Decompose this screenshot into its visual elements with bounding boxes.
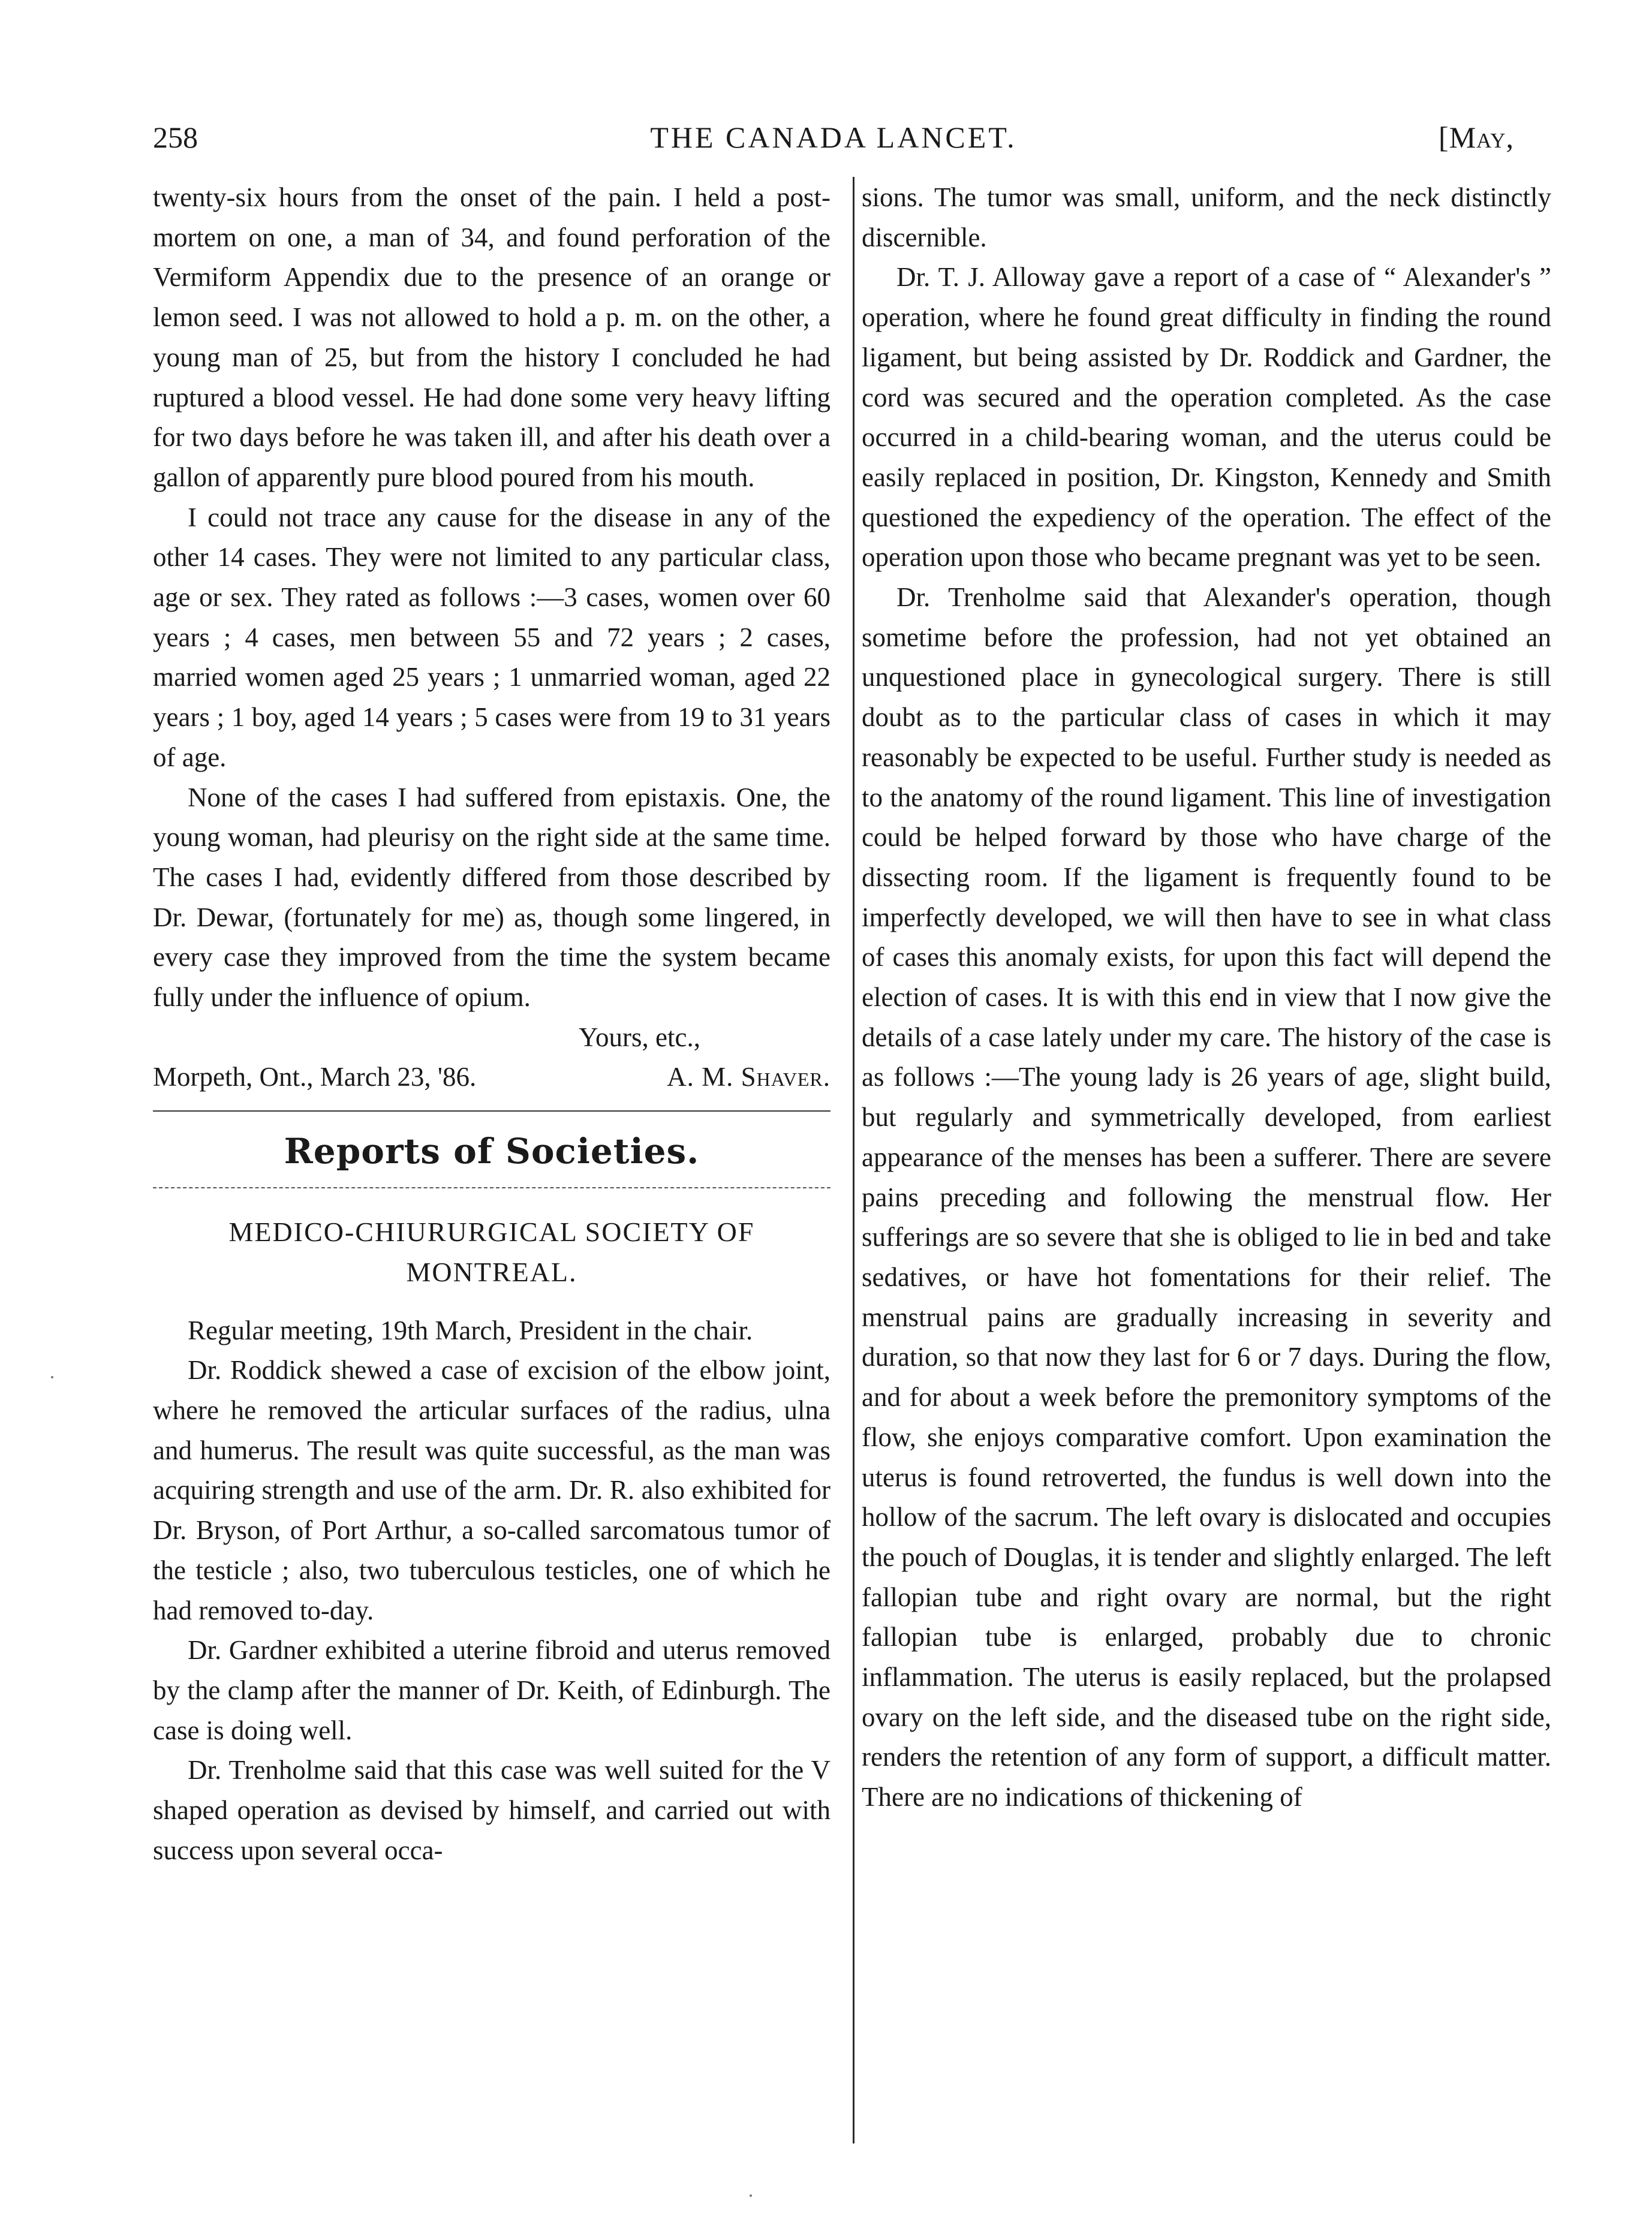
minutes-paragraph: Dr. Trenholme said that this case was well suited for the V shaped operation as devised by himself, and carried out with success upon several occa- bbox=[153, 1755, 830, 1865]
letter-paragraph: I could not trace any cause for the disease in any of the other 14 cases. They were not limited to any particular class, age or sex. They rated as follows :—3 cases, women over 60 years ; 4 cases, men between 55 and 72 years ; 2 cases, married women aged 25 years ; 1 unmarried woman, aged 22 years ; 1 boy, aged 14 years ; 5 cases were from 19 to 31 years of age. bbox=[153, 502, 830, 772]
print-speck bbox=[51, 1376, 53, 1378]
minutes-paragraph: Dr. Trenholme said that Alexander's operation, though sometime before the profession, had not yet obtained an unquestioned place in gynecological surgery. There is still doubt as to the particular class of cases in which it may reasonably be expected to be useful. Further study is needed as to the anatomy of the round ligament. This line of investigation could be helped forward by those who have charge of the dissecting room. If the ligament is frequently found to be imperfectly developed, we will then have to see in what class of cases this anomaly exists, for upon this fact will depend the election of cases. It is with this end in view that I now give the details of a case lately under my care. The history of the case is as follows :—The young lady is 26 years of age, slight build, but regularly and symmetrically developed, from earliest appearance of the menses has been a sufferer. There are severe pains preceding and following the menstrual flow. Her sufferings are so severe that she is obliged to lie in bed and take sedatives, or have hot fomentations for their relief. The menstrual pains are gradually increasing in severity and duration, so that now they last for 6 or 7 days. During the flow, and for about a week before the premonitory symptoms of the flow, she enjoys comparative comfort. Upon examination the uterus is found retroverted, the fundus is well down into the hollow of the sacrum. The left ovary is dislocated and occupies the pouch of Douglas, it is tender and slightly enlarged. The left fallopian tube and right ovary are normal, but the right fallopian tube is enlarged, probably due to chronic inflammation. The uterus is easily replaced, but the prolapsed ovary on the left side, and the diseased tube on the right side, renders the retention of any form of support, a difficult matter. There are no indications of thickening of bbox=[862, 582, 1551, 1813]
minutes-paragraph: sions. The tumor was small, uniform, and the neck distinctly discernible. bbox=[862, 182, 1551, 252]
right-column bbox=[862, 177, 1551, 1817]
signature-place-date: Morpeth, Ont., March 23, '86. bbox=[153, 1062, 477, 1092]
minutes-paragraph: Regular meeting, 19th March, President in the chair. bbox=[188, 1315, 753, 1345]
letter-paragraph: None of the cases I had suffered from epistaxis. One, the young woman, had pleurisy on the right side at the same time. The cases I had, evidently differed from those described by Dr. Dewar, (fortunately for me) as, though some lingered, in every case they improved from the time the system became fully under the influence of opium. bbox=[153, 782, 830, 1013]
section-rule-dashed bbox=[153, 1187, 830, 1188]
signature-line bbox=[153, 1057, 830, 1097]
minutes-paragraph: Dr. T. J. Alloway gave a report of a case of “ Alexander's ” operation, where he found great difficulty in finding the round ligament, but being assisted by Dr. Roddick and Gardner, the cord was secured and the operation completed. As the case occurred in a child-bearing woman, and the uterus could be easily replaced in position, Dr. Kingston, Kennedy and Smith questioned the expediency of the operation. The effect of the operation upon those who became pregnant was yet to be seen. bbox=[862, 262, 1551, 573]
minutes-paragraph: Dr. Gardner exhibited a uterine fibroid and uterus removed by the clamp after the manner of Dr. Keith, of Edinburgh. The case is doing well. bbox=[153, 1635, 830, 1745]
running-month: [May, bbox=[1439, 121, 1514, 154]
page-number: 258 bbox=[153, 121, 198, 154]
left-column bbox=[153, 177, 830, 1870]
page-header bbox=[153, 120, 1514, 168]
column-divider bbox=[853, 177, 854, 2143]
section-rule bbox=[153, 1110, 830, 1112]
letter-paragraph: twenty-six hours from the onset of the pain. I held a post-mortem on one, a man of 34, and found perforation of the Vermiform Appendix due to the presence of an orange or lemon seed. I was not allowed to hold a p. m. on the other, a young man of 25, but from the history I concluded he had ruptured a blood vessel. He had done some very heavy lifting for two days before he was taken ill, and after his death over a gallon of apparently pure blood poured from his mouth. bbox=[153, 182, 830, 492]
print-speck bbox=[750, 2194, 752, 2197]
journal-title: THE CANADA LANCET. bbox=[650, 121, 1017, 154]
signature-name: A. M. Shaver. bbox=[667, 1062, 830, 1092]
letter-closing: Yours, etc., bbox=[579, 1022, 700, 1052]
society-title: MEDICO-CHIURURGICAL SOCIETY OF MONTREAL. bbox=[228, 1217, 755, 1287]
minutes-paragraph: Dr. Roddick shewed a case of excision of the elbow joint, where he removed the articular surfaces of the radius, ulna and humerus. The result was quite successful, as the man was acquiring strength and use of the arm. Dr. R. also exhibited for Dr. Bryson, of Port Arthur, a so-called sarcomatous tumor of the testicle ; also, two tuberculous testicles, one of which he had removed to-day. bbox=[153, 1355, 830, 1625]
section-heading: Reports of Societies. bbox=[284, 1131, 700, 1172]
